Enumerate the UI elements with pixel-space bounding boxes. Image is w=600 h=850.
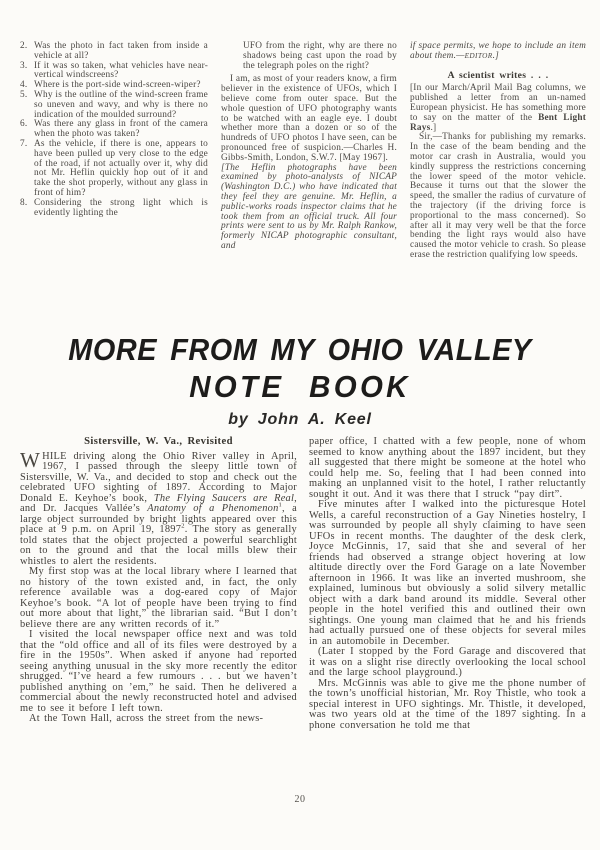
paragraph: paper office, I chatted with a few people, none of whom seemed to know anything about the 1897 incident, but they all suggested that there might be someone at the hotel who could help me. So, feeling that I had been conned into making an unplanned visit to the hotel, I rather reluctantly sought it out. And it was there that I struck “pay dirt”. bbox=[309, 436, 586, 500]
letters-section bbox=[20, 42, 586, 261]
editor-intro: [In our March/April Mail Bag columns, we published a letter from an un-named European physicist. He has something more to say on the matter of the Bent Light Rays.] bbox=[410, 83, 586, 133]
paragraph: (Later I stopped by the Ford Garage and discovered that it was on a slight rise directly overlooking the local school and the large school playground.) bbox=[309, 646, 586, 678]
article-byline: by John A. Keel bbox=[228, 411, 372, 428]
paragraph: WHILE driving along the Ohio River valley in April, 1967, I passed through the sleepy little town of Sistersville, W. Va., and decided to stop and check out the celebrated UFO sighting of 1897. According to Major Donald E. Keyhoe’s book, The Flying Saucers are Real, and Dr. Jacques Vallée’s Anatomy of a Phenomenon$^1$, a large object surrounded by bright lights appeared over this place at 9 p.m. on April 19, 1897$^2$. The story as generally told states that the object projected a powerful searchlight on to the ground and that the local mills blew their whistles to alert the residents. bbox=[20, 447, 297, 567]
question-text: As the vehicle, if there is one, appears to have been pulled up very close to the edge of the road, if not actually over it, why did not Mr. Heflin quickly hop out of it and take the shot properly, without any glass in front of him? bbox=[34, 138, 208, 198]
scientist-writes-heading: A scientist writes . . . bbox=[447, 69, 549, 81]
paragraph: I visited the local newspaper office next and was told that the “old office and all of its files were destroyed by a fire in the 1950s”. When asked if anyone had reported seeing anything unusual in the sky more recently the editor shrugged. “I’ve heard a few rumours . . . but we haven’t published anything on ’em,” he said. Then he delivered a commercial about the newly reconstructed hotel and advised me to see it before I left town. bbox=[20, 629, 297, 714]
paragraph: My first stop was at the local library where I learned that no history of the town existed and, in fact, the only reference available was a dog-eared copy of Major Keyhoe’s book. “A lot of people have been trying to find out more about that light,” the librarian said. “But I don’t believe there are any written records of it.” bbox=[20, 566, 297, 630]
question-item bbox=[20, 91, 208, 120]
section-heading: Sistersville, W. Va., Revisited bbox=[84, 436, 233, 447]
article-header bbox=[0, 331, 600, 430]
page-number: 20 bbox=[294, 794, 306, 805]
paragraph: Mrs. McGinnis was able to give me the phone number of the town’s unofficial historian, Mr. Roy Thistle, who took a special interest in UFO sightings. Mr. Thistle, it developed, was two years old at the time of the 1897 sighting. In a phone conversation he told me that bbox=[309, 677, 586, 731]
scientist-column bbox=[410, 42, 586, 261]
question-number: 6. bbox=[20, 119, 28, 130]
question-number: 7. bbox=[20, 138, 28, 149]
article-right-column bbox=[309, 437, 586, 731]
question-text: Was there any glass in front of the camera when the photo was taken? bbox=[34, 119, 208, 140]
question-item bbox=[20, 140, 208, 199]
paragraph: Five minutes after I walked into the picturesque Hotel Wells, a careful reconstruction of a Gay Nineties hostelry, I was surrounded by people all shyly claiming to have seen UFOs in recent months. The daughter of the desk clerk, Joyce McGinnis, 17, said that she and several of her friends had observed a strange object hovering at low altitude directly over the Ford Garage on a late November afternoon in 1966. It was like an inverted mushroom, she explained, luminous but obviously a solid silvery metallic object with a dark band around its middle. Several other people in the hotel verified this and outlined their own sightings. One young man claimed that he and his friends had actually pursued one of these objects for several miles in an automobile in December. bbox=[309, 499, 586, 647]
question-text: Where is the port-side wind-screen-wiper? bbox=[34, 80, 201, 91]
question-number: 5. bbox=[20, 89, 28, 100]
paragraph: At the Town Hall, across the street from the news- bbox=[29, 713, 264, 724]
question-item bbox=[20, 199, 208, 219]
question-item bbox=[20, 62, 208, 82]
paragraph: UFO from the right, why are there no shadows being cast upon the road by the telegraph poles on the right? bbox=[243, 41, 397, 71]
question-text: Was the photo in fact taken from inside a vehicle at all? bbox=[34, 41, 208, 61]
question-number: 3. bbox=[20, 60, 28, 71]
question-text: If it was so taken, what vehicles have near-vertical windscreens? bbox=[34, 60, 208, 81]
article-title-line1: MORE FROM MY OHIO VALLEY bbox=[68, 332, 532, 367]
article-left-column bbox=[20, 437, 297, 731]
questions-column bbox=[20, 42, 208, 261]
editor-note-continuation: if space permits, we hope to include an item about them.—EDITOR.] bbox=[410, 41, 586, 61]
question-text: Why is the outline of the wind-screen frame so uneven and wavy, and why is there no indication of the moulded surround? bbox=[34, 89, 208, 120]
question-item bbox=[20, 120, 208, 140]
question-item bbox=[20, 42, 208, 62]
question-number: 4. bbox=[20, 80, 28, 91]
mailbag-column bbox=[221, 42, 397, 261]
question-text: Considering the strong light which is evidently lighting the bbox=[34, 197, 208, 218]
article-body bbox=[20, 437, 586, 731]
paragraph: Sir,—Thanks for publishing my remarks. In the case of the beam bending and the motor car crash in Australia, would you kindly suppress the restrictions concerning the lower speed of the motor vehicle. Because it turns out that the slower the speed, the smaller the radius of curvature of the trajectory (if the driving force is proportional to the mass concerned). So after all it may very well be that the force bending the light rays would also have caused the motor vehicle to crash. So please erase the restriction qualifying low speeds. bbox=[410, 132, 586, 260]
question-number: 8. bbox=[20, 197, 28, 208]
article-title-line2: NOTE BOOK bbox=[189, 369, 411, 404]
question-number: 2. bbox=[20, 41, 28, 51]
paragraph: I am, as most of your readers know, a firm believer in the existence of UFOs, which I believe come from outer space. But the whole question of UFO photography wants to be watched with an eagle eye. I doubt whether more than a dozen or so of the hundreds of UFO photos I have seen, can be pronounced free of suspicion.—Charles H. Gibbs-Smith, London, S.W.7. [May 1967]. bbox=[221, 74, 397, 163]
editor-note: [The Heflin photographs have been examined by photo-analysts of NICAP (Washington D.C.) who have indicated that they feel they are genuine. Mr. Heflin, a public-works roads inspector claims that he took them from an official truck. All four prints were sent to us by Mr. Ralph Rankow, formerly NICAP photographic consultant, and bbox=[221, 162, 397, 251]
